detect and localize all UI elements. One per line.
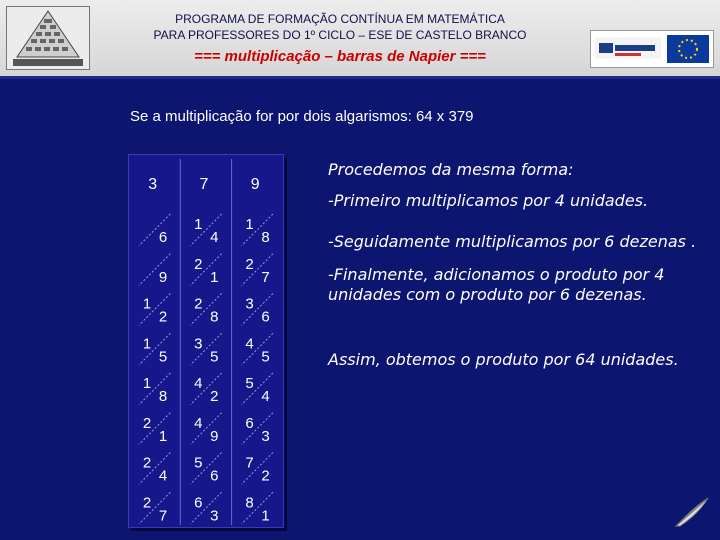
napier-units-digit: 6 [261,308,270,326]
napier-tens-digit: 5 [245,375,254,392]
header-line-2: PARA PROFESSORES DO 1º CICLO – ESE DE CASTELO BRANCO [153,28,527,42]
napier-tens-digit: 3 [245,295,254,313]
napier-units-digit: 2 [261,467,270,485]
school-logo [6,6,90,70]
napier-units-digit: 9 [158,268,168,286]
napier-units-digit: 1 [158,427,168,445]
note-conclusion: Assim, obtemos o produto por 64 unidades. [328,350,679,369]
napier-units-digit: 5 [158,348,168,366]
napier-tens-digit: 1 [194,216,203,233]
napier-bones-table [128,154,284,528]
eu-flag-logo [667,35,709,63]
napier-units-digit: 9 [210,427,219,445]
note-step-add-line-2: unidades com o produto por 6 dezenas. [328,285,647,304]
napier-units-digit: 3 [261,427,270,445]
napier-units-digit: 5 [210,348,219,366]
napier-tens-digit: 6 [245,414,254,432]
slide-header [0,0,720,79]
napier-units-digit: 1 [210,268,219,286]
napier-units-digit: 7 [261,268,270,286]
note-step-tens: -Seguidamente multiplicamos por 6 dezenas . [328,232,697,251]
napier-header-1: 3 [148,176,158,193]
napier-units-digit: 2 [210,388,219,405]
napier-header-3: 9 [250,176,260,193]
napier-tens-digit: 2 [142,414,152,432]
napier-tens-digit: 2 [194,255,203,273]
napier-units-digit: 6 [158,229,168,246]
note-same-procedure: Procedemos da mesma forma: [328,160,574,179]
napier-tens-digit: 2 [142,454,152,472]
napier-units-digit: 1 [261,507,270,525]
napier-units-digit: 4 [261,388,270,405]
napier-units-digit: 8 [261,229,270,246]
napier-units-digit: 8 [158,388,168,405]
prodep-logo [595,37,661,59]
note-step-add-line-1: -Finalmente, adicionamos o produto por 4 [328,265,665,284]
napier-tens-digit: 1 [142,295,152,313]
note-step-units: -Primeiro multiplicamos por 4 unidades. [328,191,649,210]
napier-tens-digit: 4 [194,414,203,432]
napier-tens-digit: 5 [194,454,203,472]
napier-tens-digit: 2 [142,494,152,512]
napier-units-digit: 3 [210,507,219,525]
napier-units-digit: 8 [210,308,219,326]
header-line-1: PROGRAMA DE FORMAÇÃO CONTÍNUA EM MATEMÁTICA [175,12,505,26]
napier-units-digit: 2 [158,308,168,326]
napier-tens-digit: 1 [245,216,254,233]
napier-tens-digit: 1 [142,375,152,392]
napier-units-digit: 6 [210,467,219,485]
napier-tens-digit: 3 [194,335,203,353]
napier-units-digit: 4 [158,467,168,485]
napier-units-digit: 7 [158,507,168,525]
napier-header-2: 7 [199,176,209,193]
napier-units-digit: 5 [261,348,270,366]
napier-tens-digit: 2 [245,255,254,273]
napier-tens-digit: 4 [194,375,203,392]
napier-tens-digit: 6 [194,494,203,512]
napier-tens-digit: 4 [245,335,254,353]
napier-units-digit: 4 [210,229,219,246]
napier-grid [129,155,283,527]
quill-icon [672,494,712,530]
napier-tens-digit: 8 [245,494,254,512]
napier-tens-digit: 7 [245,454,254,472]
slide-title: === multiplicação – barras de Napier === [194,48,486,65]
partner-logos [590,30,714,68]
napier-tens-digit: 2 [194,295,203,313]
problem-statement: Se a multiplicação for por dois algarismos: 64 x 379 [130,108,474,125]
napier-tens-digit: 1 [142,335,152,353]
